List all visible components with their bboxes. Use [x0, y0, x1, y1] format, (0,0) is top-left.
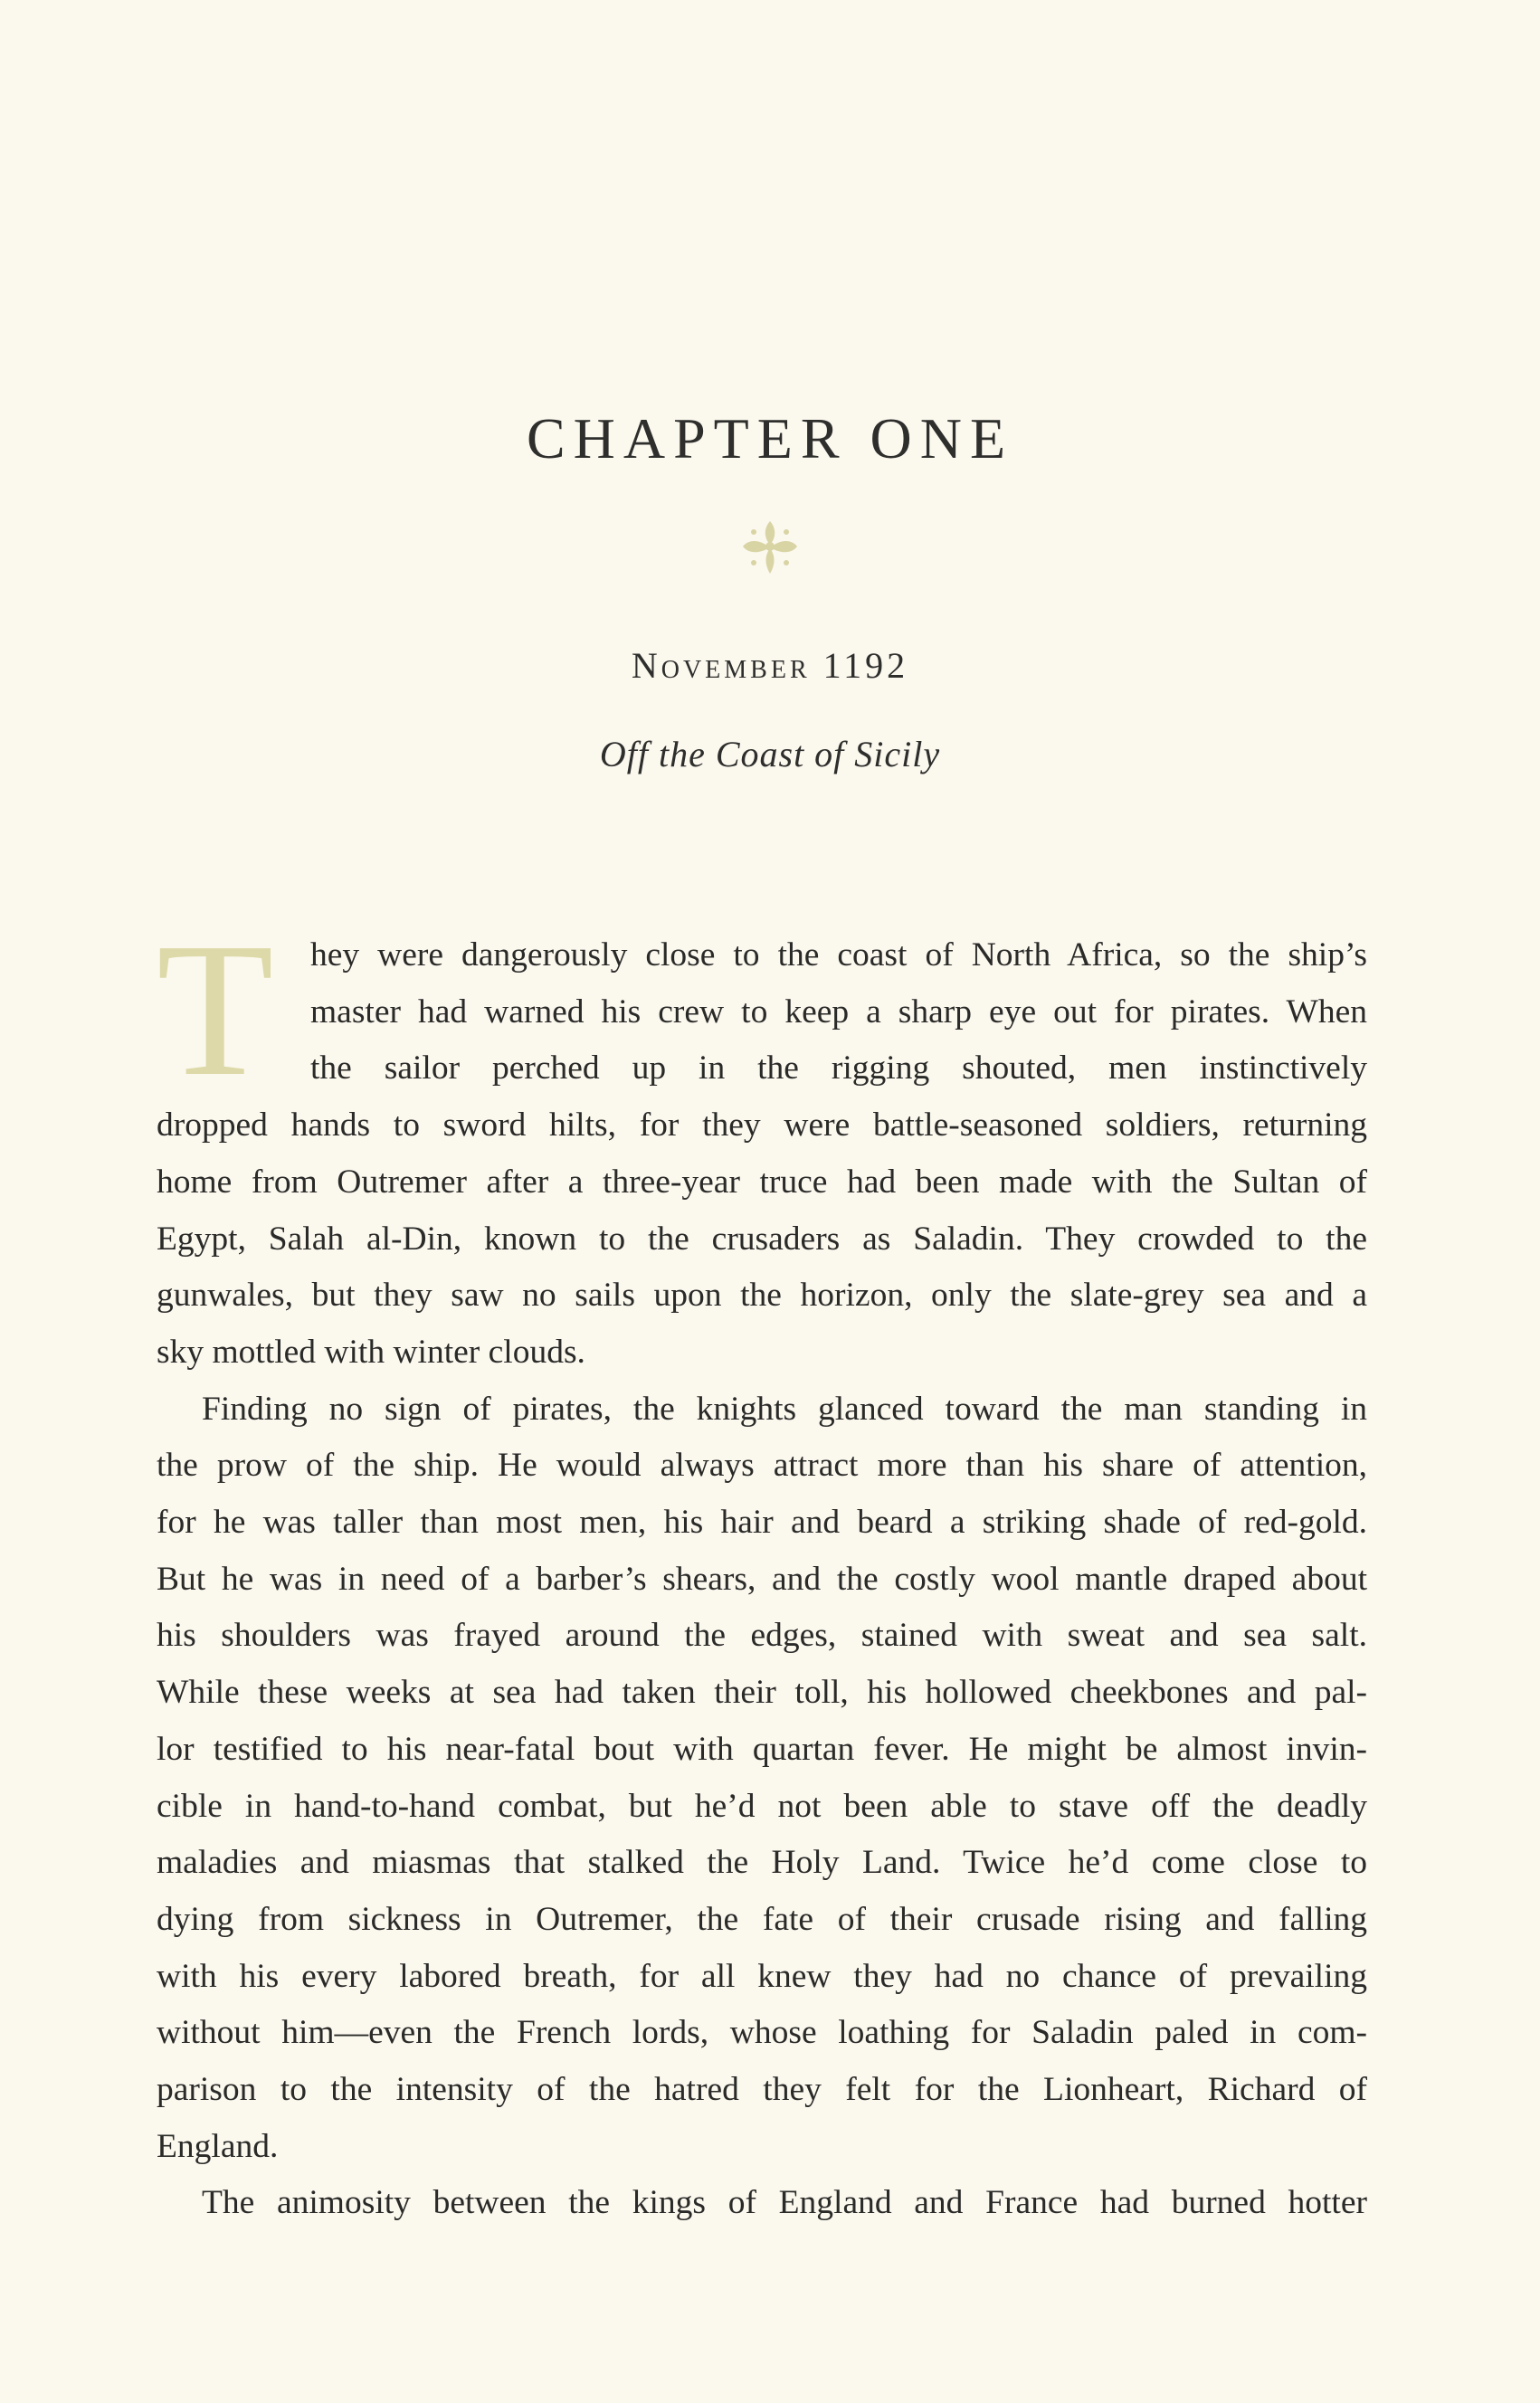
text-line: dropped hands to sword hilts, for they were battle-seasoned soldiers, returning — [157, 1107, 1367, 1145]
text-line: home from Outremer after a three-year truce had been made with the Sultan of — [157, 1163, 1367, 1201]
text-line: Egypt, Salah al-Din, known to the crusaders as Saladin. They crowded to the — [157, 1220, 1367, 1258]
body-text — [157, 903, 1367, 2232]
text-line: maladies and miasmas that stalked the Holy Land. Twice he’d come close to — [157, 1844, 1367, 1882]
text-line: hey were dangerously close to the coast of North Africa, so the ship’s — [310, 936, 1367, 974]
text-line: the prow of the ship. He would always attract more than his share of attention, — [157, 1447, 1367, 1485]
text-line: The animosity between the kings of England and France had burned hotter — [202, 2184, 1367, 2222]
text-line: cible in hand-to-hand combat, but he’d not been able to stave off the deadly — [157, 1787, 1367, 1825]
text-line: dying from sickness in Outremer, the fate of their crusade rising and falling — [157, 1900, 1367, 1938]
chapter-place: Off the Coast of Sicily — [599, 734, 941, 774]
text-line: sky mottled with winter clouds. — [157, 1333, 585, 1371]
text-line: Finding no sign of pirates, the knights glanced toward the man standing in — [202, 1390, 1367, 1428]
text-line: England. — [157, 2127, 279, 2165]
text-line: But he was in need of a barber’s shears, and the costly wool mantle draped about — [157, 1560, 1367, 1598]
text-line: lor testified to his near-fatal bout with quartan fever. He might be almost invin- — [157, 1730, 1367, 1768]
paragraph-2 — [157, 1382, 1367, 2176]
chapter-date: November 1192 — [631, 645, 909, 686]
text-line: with his every labored breath, for all knew they had no chance of prevailing — [157, 1957, 1367, 1995]
paragraph-3 — [157, 2175, 1367, 2232]
text-line: While these weeks at sea had taken their toll, his hollowed cheekbones and pal- — [157, 1674, 1367, 1712]
text-line: without him—even the French lords, whose loathing for Saladin paled in com- — [157, 2014, 1367, 2052]
paragraph-1 — [157, 903, 1367, 1382]
drop-cap: T — [157, 903, 274, 1116]
text-line: parison to the intensity of the hatred they felt for the Lionheart, Richard of — [157, 2071, 1367, 2109]
text-line: master had warned his crew to keep a sharp eye out for pirates. When — [310, 993, 1367, 1031]
text-line: his shoulders was frayed around the edges, stained with sweat and sea salt. — [157, 1617, 1367, 1655]
text-line: the sailor perched up in the rigging shouted, men instinctively — [310, 1050, 1367, 1088]
text-line: for he was taller than most men, his hair and beard a striking shade of red-gold. — [157, 1504, 1367, 1542]
fleuron-icon — [734, 516, 806, 579]
text-line: gunwales, but they saw no sails upon the horizon, only the slate-grey sea and a — [157, 1277, 1367, 1315]
chapter-title: CHAPTER ONE — [526, 406, 1014, 470]
